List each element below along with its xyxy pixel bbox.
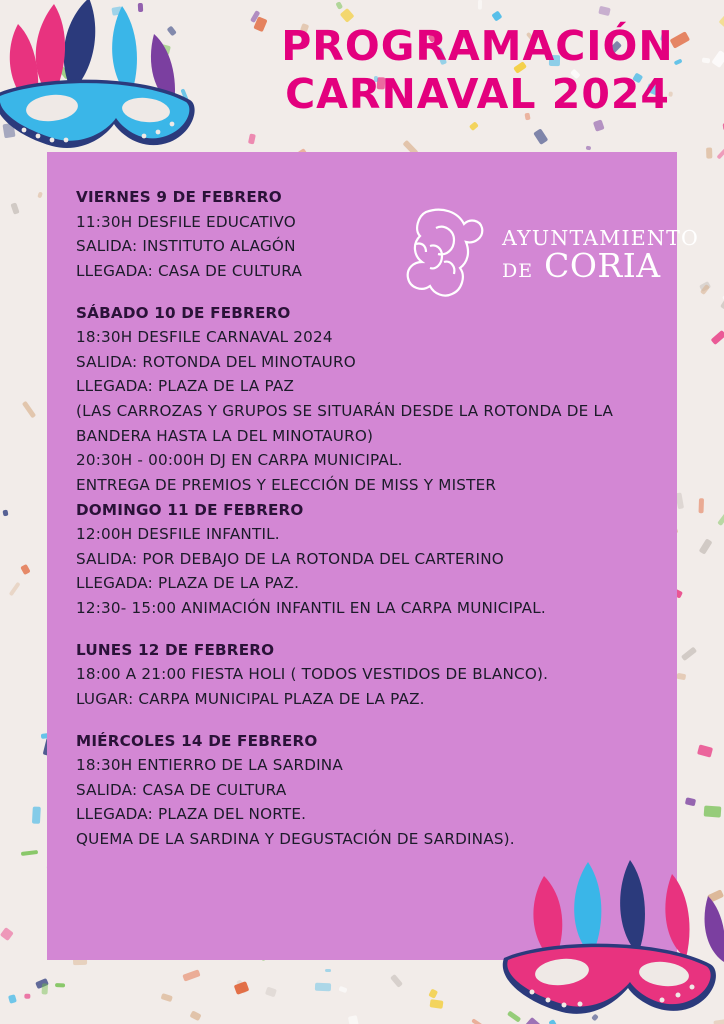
event-line: LLEGADA: CASA DE CULTURA	[76, 261, 303, 280]
carnival-mask-icon-top	[0, 0, 234, 170]
day-heading: VIERNES 9 DE FEBRERO	[76, 188, 282, 206]
carnival-mask-icon-bottom	[484, 840, 724, 1024]
ayuntamiento-logo	[396, 195, 699, 315]
logo-line-2	[502, 245, 699, 285]
event-line: SALIDA: ROTONDA DEL MINOTAURO	[76, 352, 356, 371]
event-line: 11:30H DESFILE EDUCATIVO	[76, 212, 296, 231]
event-line: SALIDA: POR DEBAJO DE LA ROTONDA DEL CARTERINO	[76, 549, 504, 568]
event-line: SALIDA: CASA DE CULTURA	[76, 780, 287, 799]
event-line: 18:30H DESFILE CARNAVAL 2024	[76, 328, 333, 347]
event-line: LLEGADA: PLAZA DEL NORTE.	[76, 805, 307, 824]
event-line: 18:00 A 21:00 FIESTA HOLI ( TODOS VESTIDOS DE BLANCO).	[76, 665, 549, 684]
event-line: LUGAR: CARPA MUNICIPAL PLAZA DE LA PAZ.	[76, 689, 425, 708]
coria-crest-icon	[396, 200, 496, 310]
logo-line-2-small: DE	[502, 259, 534, 282]
event-line: ENTREGA DE PREMIOS Y ELECCIÓN DE MISS Y MISTER	[76, 475, 497, 494]
event-line: LLEGADA: PLAZA DE LA PAZ.	[76, 574, 300, 593]
day-heading: SÁBADO 10 DE FEBRERO	[76, 303, 291, 322]
schedule-block	[76, 498, 656, 621]
day-heading: LUNES 12 DE FEBRERO	[76, 640, 275, 659]
event-line: 12:00H DESFILE INFANTIL.	[76, 525, 280, 544]
block-spacer	[76, 712, 656, 729]
block-spacer	[76, 621, 656, 638]
schedule-block	[76, 301, 656, 498]
logo-text	[502, 225, 699, 285]
title-line-1: PROGRAMACIÓN	[281, 22, 674, 70]
day-heading: MIÉRCOLES 14 DE FEBRERO	[76, 731, 318, 750]
event-line: LLEGADA: PLAZA DE LA PAZ	[76, 377, 295, 396]
schedule-block	[76, 638, 656, 712]
event-line: (LAS CARROZAS Y GRUPOS SE SITUARÁN DESDE LA ROTONDA DE LA	[76, 402, 614, 420]
event-line: QUEMA DE LA SARDINA Y DEGUSTACIÓN DE SARDINAS).	[76, 830, 515, 848]
logo-line-2-big: CORIA	[544, 245, 661, 285]
schedule-block	[76, 729, 656, 852]
logo-line-1: AYUNTAMIENTO	[502, 225, 699, 250]
event-line: 20:30H - 00:00H DJ EN CARPA MUNICIPAL.	[76, 451, 403, 470]
title-line-2: CARNAVAL 2024	[285, 70, 670, 119]
event-line: 12:30- 15:00 ANIMACIÓN INFANTIL EN LA CARPA MUNICIPAL.	[76, 599, 546, 617]
event-line: 18:30H ENTIERRO DE LA SARDINA	[76, 756, 343, 775]
page-title	[250, 22, 705, 119]
event-line: BANDERA HASTA LA DEL MINOTAURO)	[76, 426, 374, 445]
day-heading: DOMINGO 11 DE FEBRERO	[76, 500, 304, 519]
event-line: SALIDA: INSTITUTO ALAGÓN	[76, 237, 296, 256]
